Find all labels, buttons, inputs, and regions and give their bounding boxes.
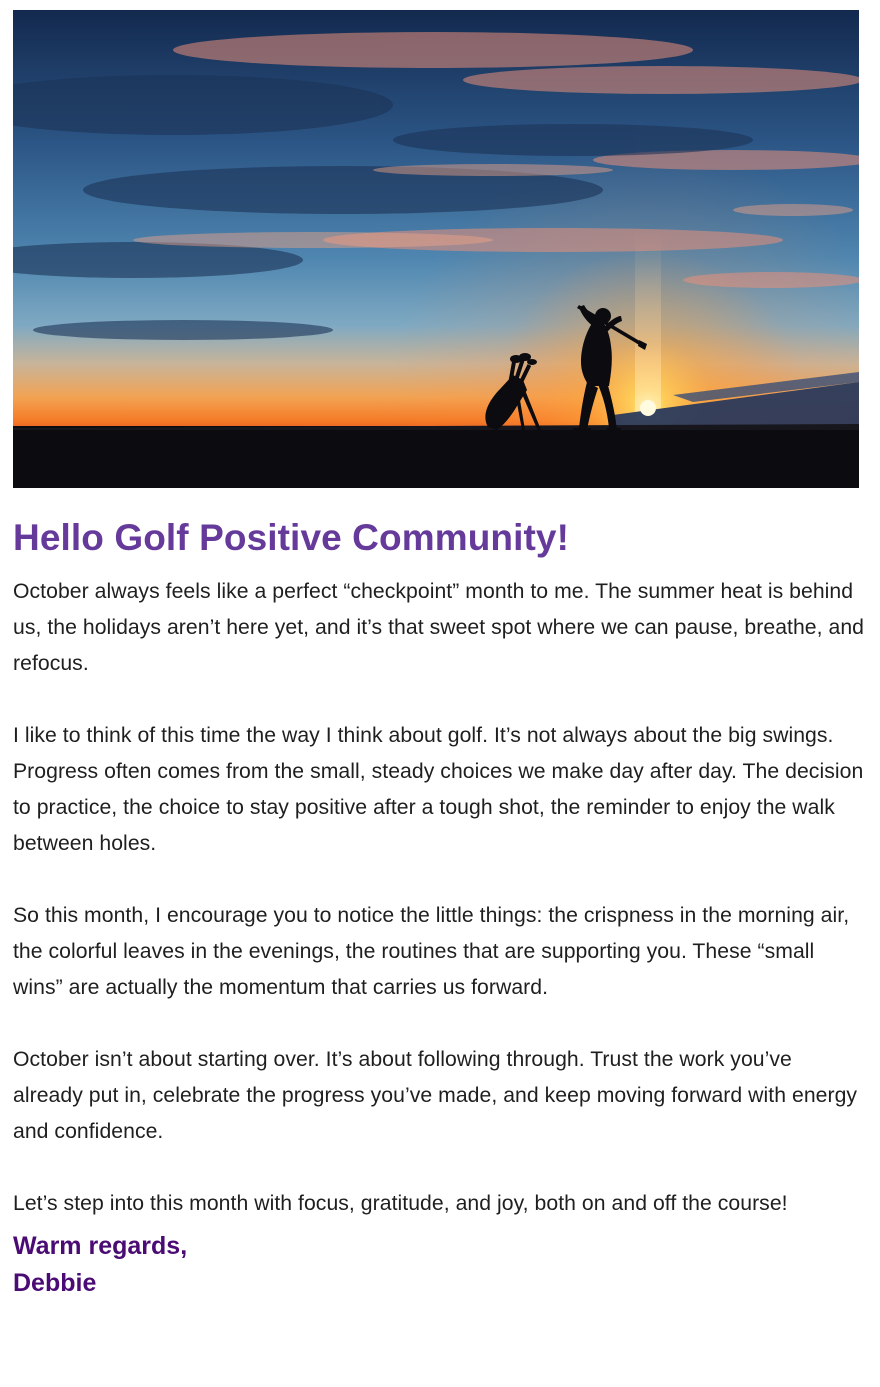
page-title: Hello Golf Positive Community!	[13, 517, 569, 558]
hero-image	[13, 10, 859, 488]
signature-block	[13, 1228, 865, 1302]
signoff-name: Debbie	[13, 1269, 97, 1297]
paragraph-follow-through: October isn’t about starting over. It’s about following through. Trust the work you’ve already put in, celebrate the progress you’ve made, and keep moving forward with energy and confidence.	[13, 1048, 858, 1143]
golfer-sunset-photo	[13, 10, 859, 488]
paragraph-small-wins: So this month, I encourage you to notice the little things: the crispness in the morning air, the colorful leaves in the evenings, the routines that are supporting you. These “small wins” are actually the momentum that carries us forward.	[13, 904, 850, 999]
paragraph-golf-analogy: I like to think of this time the way I think about golf. It’s not always about the big swings. Progress often comes from the small, steady choices we make day after day. The decision to practice, the choice to stay positive after a tough shot, the reminder to enjoy the walk between holes.	[13, 724, 864, 855]
newsletter-body	[13, 510, 865, 1302]
paragraph-closing: Let’s step into this month with focus, gratitude, and joy, both on and off the course!	[13, 1192, 788, 1215]
signoff-closing: Warm regards,	[13, 1232, 188, 1260]
paragraph-intro: October always feels like a perfect “checkpoint” month to me. The summer heat is behind us, the holidays aren’t here yet, and it’s that sweet spot where we can pause, breathe, and refocus.	[13, 580, 865, 675]
